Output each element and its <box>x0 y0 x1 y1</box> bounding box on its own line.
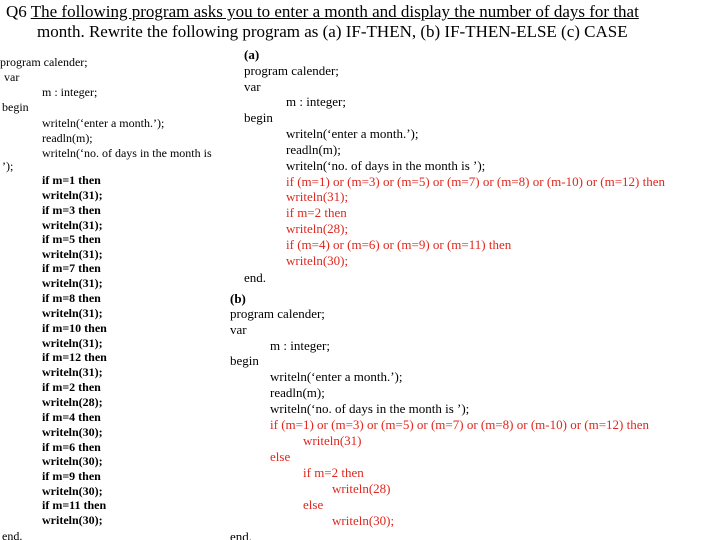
code-line: if m=10 then <box>42 321 107 335</box>
code-line: readln(m); <box>270 385 325 400</box>
code-line: readln(m); <box>42 131 93 145</box>
code-line: writeln(31); <box>42 336 103 350</box>
part-label: (a) <box>244 47 260 62</box>
code-line: program calender; <box>0 55 88 69</box>
code-line: program calender; <box>244 63 339 78</box>
code-line: else <box>270 449 291 464</box>
code-line: writeln(30); <box>42 425 103 439</box>
code-line: if m=6 then <box>42 440 101 454</box>
code-line: if m=5 then <box>42 232 101 246</box>
code-line: m : integer; <box>270 338 330 353</box>
code-line: writeln(‘no. of days in the month is <box>42 146 212 160</box>
code-line: writeln(‘enter a month.’); <box>270 369 403 384</box>
code-line: writeln(‘enter a month.’); <box>42 116 165 130</box>
question-text-line2: month. Rewrite the following program as (a) IF-THEN, (b) IF-THEN-ELSE (c) CASE <box>37 22 628 41</box>
code-line: writeln(31); <box>286 189 349 204</box>
code-line: writeln(28) <box>332 481 391 496</box>
code-line: if m=12 then <box>42 350 107 364</box>
code-line: writeln(28); <box>286 221 349 236</box>
question-title <box>6 2 718 42</box>
code-line: writeln(‘no. of days in the month is ’); <box>270 401 470 416</box>
code-line: m : integer; <box>42 85 98 99</box>
code-line: end. <box>230 529 253 540</box>
code-line: ’); <box>2 159 14 173</box>
code-line: writeln(31); <box>42 365 103 379</box>
code-line: if m=2 then <box>286 205 347 220</box>
code-line: end. <box>244 270 267 285</box>
code-line: if m=9 then <box>42 469 101 483</box>
code-line: writeln(30); <box>42 513 103 527</box>
code-line: else <box>303 497 324 512</box>
code-line: var <box>230 322 247 337</box>
code-line: if m=3 then <box>42 203 101 217</box>
code-line: writeln(‘enter a month.’); <box>286 126 419 141</box>
code-line: if (m=1) or (m=3) or (m=5) or (m=7) or (m=8) or (m-10) or (m=12) then <box>270 417 650 432</box>
code-line: writeln(31); <box>42 247 103 261</box>
code-line: if m=2 then <box>303 465 364 480</box>
part-label: (b) <box>230 291 246 306</box>
code-line: if m=8 then <box>42 291 101 305</box>
code-line: program calender; <box>230 306 325 321</box>
code-line: if m=1 then <box>42 173 101 187</box>
code-line: begin <box>244 110 273 125</box>
question-text-line1: The following program asks you to enter a month and display the number of days for that <box>30 2 639 21</box>
question-number: Q6 <box>6 2 31 21</box>
code-line: m : integer; <box>286 94 346 109</box>
code-line: if (m=4) or (m=6) or (m=9) or (m=11) then <box>286 237 512 252</box>
code-line: writeln(30); <box>42 484 103 498</box>
code-line: writeln(31); <box>42 276 103 290</box>
code-line: var <box>4 70 20 84</box>
code-line: writeln(31); <box>42 218 103 232</box>
code-line: readln(m); <box>286 142 341 157</box>
code-line: writeln(31) <box>303 433 362 448</box>
code-line: if (m=1) or (m=3) or (m=5) or (m=7) or (m=8) or (m-10) or (m=12) then <box>286 174 666 189</box>
code-line: if m=11 then <box>42 498 107 512</box>
code-line: writeln(28); <box>42 395 103 409</box>
code-line: if m=7 then <box>42 261 101 275</box>
code-line: writeln(‘no. of days in the month is ’); <box>286 158 486 173</box>
code-line: writeln(30); <box>286 253 349 268</box>
code-line: writeln(31); <box>42 188 103 202</box>
code-line: var <box>244 79 261 94</box>
code-line: writeln(31); <box>42 306 103 320</box>
code-line: end. <box>2 529 23 540</box>
code-line: begin <box>2 100 29 114</box>
code-line: begin <box>230 353 259 368</box>
code-line: writeln(30); <box>332 513 395 528</box>
code-line: if m=4 then <box>42 410 101 424</box>
code-line: writeln(30); <box>42 454 103 468</box>
code-line: if m=2 then <box>42 380 101 394</box>
